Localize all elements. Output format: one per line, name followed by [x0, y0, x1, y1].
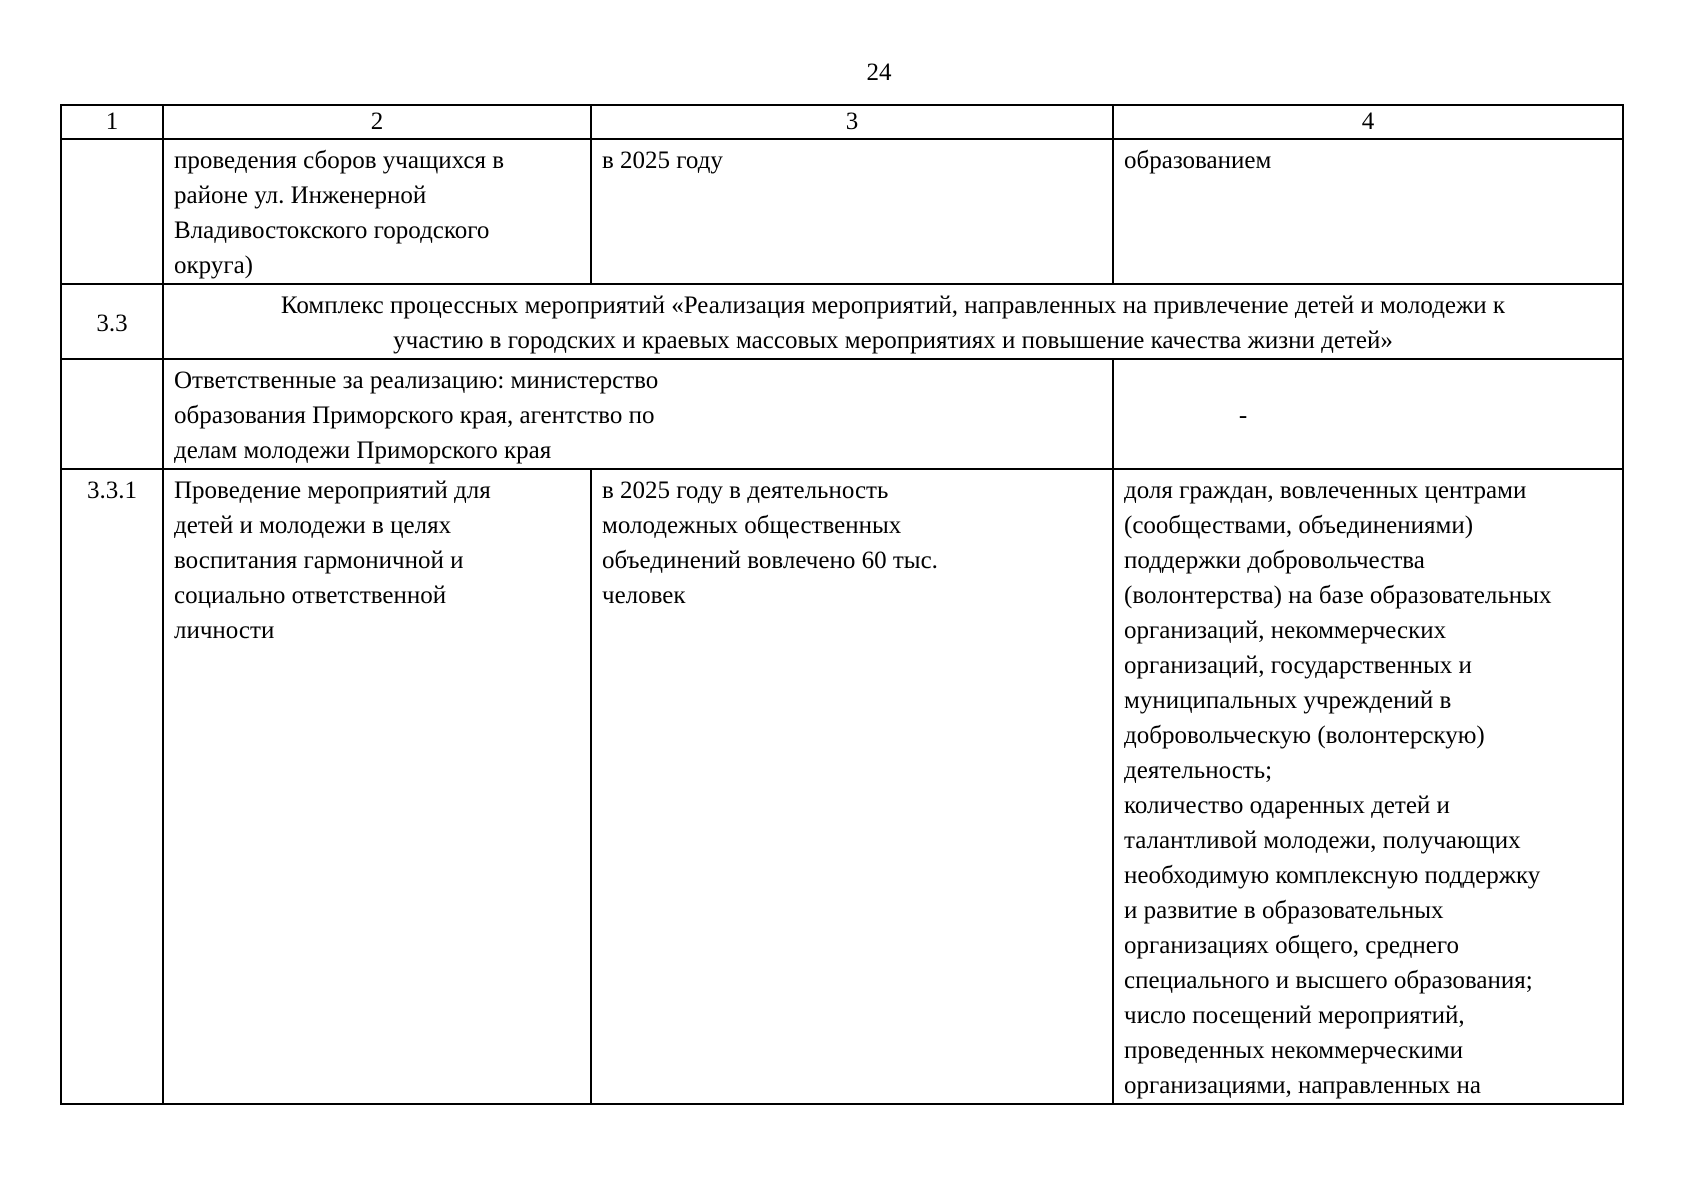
section-title [163, 284, 1623, 359]
text-line: организаций, государственных и [1124, 652, 1472, 679]
responsible-label-cell [163, 359, 1113, 469]
header-col-1: 1 [61, 105, 163, 139]
result-cell [591, 139, 1113, 284]
text-line: Проведение мероприятий для [174, 477, 491, 504]
text-line: в 2025 году в деятельность [602, 477, 889, 504]
text-line: специального и высшего образования; [1124, 967, 1533, 994]
text-line: число посещений мероприятий, [1124, 1002, 1465, 1029]
table-row-continuation [61, 139, 1623, 284]
table-header-row [61, 105, 1623, 139]
section-number: 3.3 [61, 284, 163, 359]
table-row-responsible [61, 359, 1623, 469]
text-line: социально ответственной [174, 582, 447, 609]
text-line: поддержки добровольчества [1124, 547, 1425, 574]
text-line: талантливой молодежи, получающих [1124, 827, 1521, 854]
text-line: образованием [1124, 147, 1272, 174]
text-line: проведения сборов учащихся в [174, 147, 505, 174]
text-line: в 2025 году [602, 147, 723, 174]
text-line: участию в городских и краевых массовых мероприятиях и повышение качества жизни детей» [393, 327, 1393, 354]
text-line: личности [174, 617, 275, 644]
indicator-cell [1113, 139, 1623, 284]
text-line: делам молодежи Приморского края [174, 437, 552, 464]
text-line: человек [602, 582, 686, 609]
text-line: организациями, направленных на [1124, 1072, 1481, 1099]
measures-table [60, 104, 1624, 1105]
header-col-3: 3 [591, 105, 1113, 139]
text-line: деятельность; [1124, 757, 1273, 784]
text-line: доля граждан, вовлеченных центрами [1124, 477, 1527, 504]
text-line: добровольческую (волонтерскую) [1124, 722, 1485, 749]
text-line: и развитие в образовательных [1124, 897, 1444, 924]
page-number: 24 [866, 59, 892, 86]
text-line: (волонтерства) на базе образовательных [1124, 582, 1552, 609]
text-line: Комплекс процессных мероприятий «Реализация мероприятий, направленных на привлечение детей и молодежи к [280, 292, 1506, 319]
responsible-value: - [1238, 402, 1248, 429]
table-row-3-3-1 [61, 469, 1623, 1104]
text-line: воспитания гармоничной и [174, 547, 464, 574]
header-col-2: 2 [163, 105, 591, 139]
text-line: количество одаренных детей и [1124, 792, 1450, 819]
text-line: районе ул. Инженерной [174, 182, 427, 209]
text-line: округа) [174, 252, 253, 279]
row-number-cell [61, 359, 163, 469]
indicator-cell [1113, 469, 1623, 1104]
text-line: организациях общего, среднего [1124, 932, 1459, 959]
text-line: необходимую комплексную поддержку [1124, 862, 1541, 889]
table-row-section-3-3 [61, 284, 1623, 359]
measure-name-cell [163, 139, 591, 284]
text-line: проведенных некоммерческими [1124, 1037, 1464, 1064]
responsible-value-cell [1113, 359, 1623, 469]
text-line: Владивостокского городского [174, 217, 490, 244]
measure-name-cell [163, 469, 591, 1104]
result-cell [591, 469, 1113, 1104]
header-col-4: 4 [1113, 105, 1623, 139]
text-line: детей и молодежи в целях [174, 512, 452, 539]
text-line: молодежных общественных [602, 512, 902, 539]
text-line: организаций, некоммерческих [1124, 617, 1447, 644]
text-line: муниципальных учреждений в [1124, 687, 1452, 714]
text-line: Ответственные за реализацию: министерство [174, 367, 659, 394]
text-line: объединений вовлечено 60 тыс. [602, 547, 938, 574]
text-line: образования Приморского края, агентство по [174, 402, 655, 429]
row-number-cell [61, 139, 163, 284]
text-line: (сообществами, объединениями) [1124, 512, 1474, 539]
row-number-cell: 3.3.1 [61, 469, 163, 1104]
